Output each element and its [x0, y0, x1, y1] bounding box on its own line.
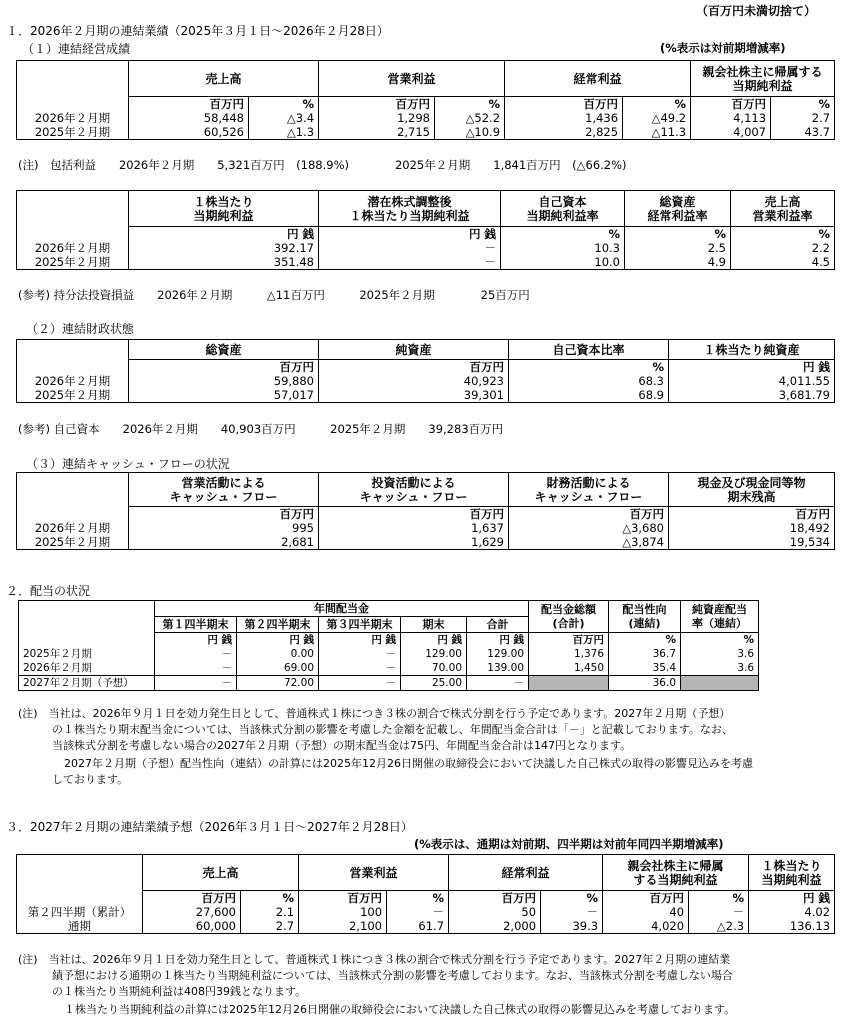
header-sales: 売上高 — [143, 855, 299, 891]
dividend-note-4: 2027年２月期（予想）配当性向（連結）の計算には2025年12月26日開催の取締役会において決議した自己株式の取得の影響見込みを考慮 — [64, 757, 753, 770]
header-equity-ratio: 自己資本比率 — [509, 340, 669, 360]
header-net-profit: 親会社株主に帰属 する当期純利益 — [603, 855, 749, 891]
header-eps: １株当たり 当期純利益 — [749, 855, 835, 891]
table-row: 2026年２月期 392.17 － 10.3 2.5 2.2 — [17, 241, 835, 255]
header-q1-end: 第１四半期末 — [155, 617, 237, 633]
consolidated-results-table — [16, 60, 835, 140]
unit-note: （百万円未満切捨て） — [696, 4, 817, 18]
dividend-note-3: 当該株式分割を考慮しない場合の2027年２月期（予想）の期末配当金は75円、年間配当金合計は147円となります。 — [52, 739, 632, 752]
unit-cell: 百万円 — [129, 97, 249, 112]
table-row: 2026年２月期 － 69.00 － 70.00 139.00 1,450 35.4 3.6 — [19, 661, 759, 676]
header-operating-profit: 営業利益 — [299, 855, 449, 891]
table-row: 第２四半期（累計） 27,600 2.1 100 － 50 － 40 － 4.02 — [17, 905, 835, 919]
subsection-2-title: （２）連結財政状態 — [26, 322, 135, 336]
forecast-pct-note: (%表示は、通期は対前期、四半期は対前年同四半期増減率) — [414, 837, 724, 851]
table-row: 2025年２月期 57,017 39,301 68.9 3,681.79 — [17, 388, 835, 403]
per-share-table: １株当たり 当期純利益 潜在株式調整後 １株当たり当期純利益 自己資本 当期純利益率 総資産 経常利益率 売上高 営業利益率 円 銭 円 銭 % % % 2026年２月期 392.17 － 10.3 2.5 2.2 2025年２月期 351.48 － 10.0 4.9 4.5 — [16, 190, 835, 270]
table-row: 2026年２月期 995 1,637 △3,680 18,492 — [17, 521, 835, 535]
header-roa: 総資産 経常利益率 — [625, 191, 731, 227]
header-diluted-eps: 潜在株式調整後 １株当たり当期純利益 — [319, 191, 501, 227]
equity-method-note: (参考) 持分法投資損益 2026年２月期 △11百万円 2025年２月期 25百万円 — [18, 288, 530, 302]
header-net-assets: 純資産 — [319, 340, 509, 360]
dividend-table: 年間配当金 配当金総額 (合計) 配当性向 (連結) 純資産配当 率（連結） 第１四半期末 第２四半期末 第３四半期末 期末 合計 円 銭 円 銭 円 銭 円 銭 円 銭 百万円 % % 2025年２月期 － 0.00 － 129.00 129.00 1,376 36.7 3.6 2026年２月期 － 69.00 － 70.00 139.00 1,450 35.4 3.6 2027年２月期（予想） － 72.00 － 25.00 － 36.0 — [18, 600, 759, 691]
row-label: 2025年２月期 — [17, 125, 129, 140]
table-row: 2026年２月期 59,880 40,923 68.3 4,011.55 — [17, 374, 835, 388]
unit-cell: 百万円 — [319, 97, 435, 112]
table-row: 2026年２月期 58,448 △3.4 1,298 △52.2 1,436 △49.2 4,113 2.7 — [17, 111, 835, 125]
pct-note: (%表示は対前期増減率) — [660, 41, 786, 55]
forecast-note-2: 績予想における通期の１株当たり当期純利益については、当該株式分割の影響を考慮しております。なお、当該株式分割を考慮しない場合 — [52, 969, 733, 982]
financial-position-table: 総資産 純資産 自己資本比率 １株当たり純資産 百万円 百万円 % 円 銭 2026年２月期 59,880 40,923 68.3 4,011.55 2025年２月期 57,017 39,301 68.9 3,681.79 — [16, 339, 835, 403]
header-eps: １株当たり 当期純利益 — [129, 191, 319, 227]
header-net-profit: 親会社株主に帰属する 当期純利益 — [691, 61, 835, 97]
comprehensive-income-note: (注) 包括利益 2026年２月期 5,321百万円 (188.9%) 2025年２月期 1,841百万円 (△66.2%) — [18, 158, 627, 172]
forecast-note-3: の１株当たり当期純利益は408円39銭となります。 — [52, 985, 307, 998]
header-operating-profit: 営業利益 — [319, 61, 505, 97]
unit-cell: % — [771, 97, 835, 112]
unit-cell: % — [249, 97, 319, 112]
header-sales: 売上高 — [129, 61, 319, 97]
shaded-cell — [681, 676, 759, 691]
subsection-1-title: （１）連結経営成績 — [22, 42, 131, 56]
unit-cell: 百万円 — [691, 97, 771, 112]
header-total: 合計 — [467, 617, 529, 633]
table-row: 2027年２月期（予想） － 72.00 － 25.00 － 36.0 — [19, 676, 759, 691]
table-row: 2025年２月期 351.48 － 10.0 4.9 4.5 — [17, 255, 835, 270]
header-ordinary-profit: 経常利益 — [449, 855, 603, 891]
subsection-3-title: （３）連結キャッシュ・フローの状況 — [26, 457, 230, 471]
header-doe: 純資産配当 率（連結） — [681, 601, 759, 633]
header-ordinary-profit: 経常利益 — [505, 61, 691, 97]
header-operating-margin: 売上高 営業利益率 — [731, 191, 835, 227]
header-financing-cf: 財務活動による キャッシュ・フロー — [509, 473, 669, 507]
table-row: 2025年２月期 60,526 △1.3 2,715 △10.9 2,825 △11.3 4,007 43.7 — [17, 125, 835, 140]
dividend-note-5: しております。 — [52, 773, 129, 786]
unit-cell: 百万円 — [505, 97, 623, 112]
header-total-dividend: 配当金総額 (合計) — [529, 601, 609, 633]
cash-flow-table: 営業活動による キャッシュ・フロー 投資活動による キャッシュ・フロー 財務活動による キャッシュ・フロー 現金及び現金同等物 期末残高 百万円 百万円 百万円 百万円 2026年２月期 995 1,637 △3,680 18,492 2025年２月期 2,681 1,629 △3,874 19,534 — [16, 472, 835, 550]
forecast-table: 売上高 営業利益 経常利益 親会社株主に帰属 する当期純利益 １株当たり 当期純利益 百万円 % 百万円 % 百万円 % 百万円 % 円 銭 第２四半期（累計） 27,600 2.1 100 － 50 － 40 － 4.02 通期 60,000 2.7 2,100 61.7 2,000 39.3 4,020 △2.3 136.13 — [16, 854, 835, 934]
header-investing-cf: 投資活動による キャッシュ・フロー — [319, 473, 509, 507]
table-row: 2025年２月期 － 0.00 － 129.00 129.00 1,376 36.7 3.6 — [19, 647, 759, 661]
unit-cell: % — [623, 97, 691, 112]
table-row: 2025年２月期 2,681 1,629 △3,874 19,534 — [17, 535, 835, 550]
header-annual-dividend: 年間配当金 — [155, 601, 529, 617]
header-bps: １株当たり純資産 — [669, 340, 835, 360]
forecast-note-4: １株当たり当期純利益の計算には2025年12月26日開催の取締役会において決議した自己株式の取得の影響見込みを考慮しております。 — [64, 1003, 736, 1016]
header-payout-ratio: 配当性向 (連結) — [609, 601, 681, 633]
header-year-end: 期末 — [401, 617, 467, 633]
corner-cell — [17, 61, 129, 97]
header-cash-balance: 現金及び現金同等物 期末残高 — [669, 473, 835, 507]
forecast-note-1: (注) 当社は、2026年９月１日を効力発生日として、普通株式１株につき３株の割合で株式分割を行う予定であります。2027年２月期の連結業 — [18, 953, 731, 966]
section-1-title: １．2026年２月期の連結業績（2025年３月１日～2026年２月28日） — [6, 24, 389, 38]
table-row: 通期 60,000 2.7 2,100 61.7 2,000 39.3 4,020 △2.3 136.13 — [17, 919, 835, 934]
unit-cell: % — [435, 97, 505, 112]
header-q2-end: 第２四半期末 — [237, 617, 319, 633]
section-3-title: ３．2027年２月期の連結業績予想（2026年３月１日～2027年２月28日） — [6, 820, 413, 834]
shaded-cell — [529, 676, 609, 691]
header-operating-cf: 営業活動による キャッシュ・フロー — [129, 473, 319, 507]
header-total-assets: 総資産 — [129, 340, 319, 360]
row-label: 2026年２月期 — [17, 111, 129, 125]
header-roe: 自己資本 当期純利益率 — [501, 191, 625, 227]
dividend-note-2: の１株当たり期末配当金については、当該株式分割の影響を考慮した金額を記載し、年間配当金合計は「－」と記載しております。なお、 — [52, 723, 733, 736]
header-q3-end: 第３四半期末 — [319, 617, 401, 633]
equity-note: (参考) 自己資本 2026年２月期 40,903百万円 2025年２月期 39,283百万円 — [18, 422, 504, 436]
section-2-title: ２．配当の状況 — [6, 584, 91, 598]
dividend-note-1: (注) 当社は、2026年９月１日を効力発生日として、普通株式１株につき３株の割合で株式分割を行う予定であります。2027年２月期（予想） — [18, 707, 731, 720]
